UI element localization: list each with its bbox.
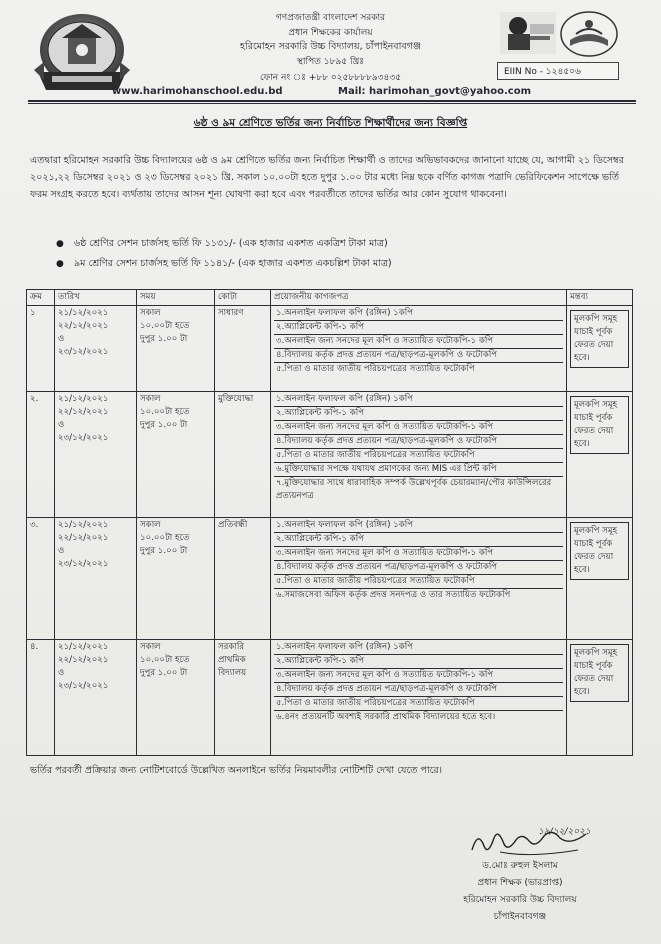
row-serial: ১ [27,306,55,392]
admission-schedule-table [26,289,633,756]
time-line: দুপুর ১.০০ টা [140,668,188,678]
row-time [137,640,215,756]
date-line: ও [58,420,65,430]
table-row [27,392,633,518]
header-school-name: হরিমোহন সরকারি উচ্চ বিদ্যালয়, চাঁপাইনবাবগঞ্জ [240,41,421,52]
fee-text: ৯ম শ্রেণির সেশন চার্জসহ ভর্তি ফি ১১৪১/- (এক হাজার একশত একচল্লিশ টাকা মাত্র) [74,258,392,269]
bullet-icon: ● [56,239,64,249]
col-header-documents: প্রয়োজনীয় কাগজপত্র [271,290,567,306]
footer-note: ভর্তির পরবর্তী প্রক্রিয়ার জন্য নোটিশবোর্ডে উল্লেখিত অনলাইনে ভর্তির নিয়মাবলীর নোটিশটি দেখা যেতে পারে। [30,765,443,776]
date-line: ২২/১২/২০২১ [58,321,109,331]
time-line: ১০.০০টা হতে [140,533,190,543]
time-line: সকাল [140,642,161,652]
row-remark [567,518,633,640]
signature-date: ১৯/১২/২০২১ [538,827,591,837]
remark-box [570,310,629,368]
document-item: ৫.পিতা ও মাতার জাতীয় পরিচয়পত্রের সত্যায়িত ফটোকপি [274,449,563,463]
remark-box [570,644,629,702]
col-header-date: তারিখ [55,290,137,306]
document-item: ১.অনলাইন ফলাফল কপি (রঙ্গিন) ১কপি [274,519,563,533]
fee-item [56,254,616,274]
date-line: ২১/১২/২০২১ [58,394,109,404]
time-line: সকাল [140,520,161,530]
remark-line: যাচাই পূর্বক [574,413,613,423]
document-item: ৬.সমাজসেবা অফিস কর্তৃক প্রদত্ত সনদপত্র ও তার সত্যায়িত ফটোকপি [276,590,511,600]
document-item: ২.অ্যাপ্লিকেন্ট কপি-১ কপি [274,321,563,335]
signatory-block [420,858,620,926]
col-header-time: সময় [137,290,215,306]
remark-line: ফেরত দেয়া [574,552,614,562]
document-item: ৫.পিতা ও মাতার জাতীয় পরিচয়পত্রের সত্যায়িত ফটোকপি [274,697,563,711]
document-item: ৫.পিতা ও মাতার জাতীয় পরিচয়পত্রের সত্যায়িত ফটোকপি [276,364,475,374]
time-line: ১০.০০টা হতে [140,407,190,417]
remark-line: ফেরত দেয়া [574,674,614,684]
notice-title: ৬ষ্ঠ ও ৯ম শ্রেণিতে ভর্তির জন্য নির্বাচিত শিক্ষার্থীদের জন্য বিজ্ঞপ্তি [193,117,468,129]
remark-line: হবে। [574,439,590,449]
date-line: ও [58,334,65,344]
row-remark [567,306,633,392]
row-quota: সরকারি প্রাথমিক বিদ্যালয় [215,640,271,756]
document-item: ২.অ্যাপ্লিকেন্ট কপি-১ কপি [274,655,563,669]
remark-line: মূলকপি সমূহ [574,648,618,658]
row-time [137,518,215,640]
remark-line: ফেরত দেয়া [574,426,614,436]
time-line: দুপুর ১.০০ টা [140,546,188,556]
remark-line: যাচাই পূর্বক [574,327,613,337]
date-line: ২২/১২/২০২১ [58,533,109,543]
row-dates [55,518,137,640]
document-item: ৬.মুক্তিযোদ্ধার সপক্ষে যথাযথ প্রমাণকের জন্য MIS এর প্রিন্ট কপি [274,463,563,477]
row-dates [55,640,137,756]
col-header-remark: মন্তব্য [567,290,633,306]
row-serial: ২. [27,392,55,518]
row-serial: ৩. [27,518,55,640]
date-line: ২১/১২/২০২১ [58,642,109,652]
table-row [27,640,633,756]
row-time [137,392,215,518]
time-line: সকাল [140,308,161,318]
row-dates [55,306,137,392]
document-item: ৬.৪নং প্রত্যয়নটি অবশ্যই সরকারি প্রাথমিক বিদ্যালয়ের হতে হবে। [276,712,496,722]
document-item: ৪.বিদ্যালয় কর্তৃক প্রদত্ত প্রত্যয়ন পত্র/ছাড়পত্র-মূলকপি ও ফটোকপি [274,561,563,575]
school-email: Mail: harimohan_govt@yahoo.com [338,86,532,97]
row-time [137,306,215,392]
time-line: দুপুর ১.০০ টা [140,334,188,344]
header-established: স্থাপিত ১৮৯৫ খ্রিঃ [296,57,365,67]
remark-line: হবে। [574,565,590,575]
row-quota: মুক্তিযোদ্ধা [215,392,271,518]
document-item: ১.অনলাইন ফলাফল কপি (রঙ্গিন) ১কপি [274,641,563,655]
col-header-serial: ক্রম [27,290,55,306]
row-documents [271,392,567,518]
row-documents [271,306,567,392]
date-line: ২৩/১২/২০২১ [58,433,109,443]
notice-paragraph: এতদ্বারা হরিমোহন সরকারি উচ্চ বিদ্যালয়ের ৬ষ্ঠ ও ৯ম শ্রেণিতে ভর্তির জন্য নির্বাচিত শিক্ষার্থী ও তাদের অভিভাবকদের জানানো যাচ্ছে যে, আগামী ২১ ডিসেম্বর ২০২১,২২ ডিসেম্বর ২০২১ ও ২৩ ডিসেম্বর ২০২১ খ্রি. সকাল ১০.০০টা হতে দুপুর ১.০০ টার মধ্যে নিম্ন ছকে বর্ণিত কাগজ পত্রাদি ভেরিফিকেশন সাপেক্ষে ভর্তি ফরম সংগ্রহ করতে হবে। ব্যর্থতায় তাদের আসন শূন্য ঘোষণা করা হবে এবং পরবর্তীতে তাদের ভর্তির আর কোন সুযোগ থাকবেনা। [30,155,624,200]
document-item: ১.অনলাইন ফলাফল কপি (রঙ্গিন) ১কপি [274,393,563,407]
remark-line: যাচাই পূর্বক [574,539,613,549]
date-line: ২৩/১২/২০২১ [58,347,109,357]
remark-line: মূলকপি সমূহ [574,314,618,324]
table-row [27,518,633,640]
remark-line: ফেরত দেয়া [574,340,614,350]
signatory-place: চাঁপাইনবাবগঞ্জ [493,912,547,922]
date-line: ২২/১২/২০২১ [58,407,109,417]
date-line: ২১/১২/২০২১ [58,308,109,318]
fee-item [56,234,616,254]
fee-list [56,234,616,274]
header-government: গণপ্রজাতন্ত্রী বাংলাদেশ সরকার [275,13,386,23]
col-header-quota: কোটা [215,290,271,306]
remark-line: হবে। [574,687,590,697]
eiin-number: EIIN No - ১২৪৫০৬ [497,62,619,80]
remark-line: মূলকপি সমূহ [574,400,618,410]
table-row [27,306,633,392]
date-line: ২৩/১২/২০২১ [58,559,109,569]
date-line: ২৩/১২/২০২১ [58,681,109,691]
document-item: ৩.অনলাইন জন্য সনদের মূল কপি ও সত্যায়িত ফটোকপি-১ কপি [274,421,563,435]
mujib-borsho-logo [500,12,556,54]
signatory-school: হরিমোহন সরকারি উচ্চ বিদ্যালয় [463,895,577,905]
document-item: ৪.বিদ্যালয় কর্তৃক প্রদত্ত প্রত্যয়ন পত্র/ছাড়পত্র-মূলকপি ও ফটোকপি [274,683,563,697]
document-item: ৭.মুক্তিযোদ্ধার সাথে ধারাবাহিক সম্পর্ক উল্লেখপূর্বক চেয়ারম্যান/পৌর কাউন্সিলরের প্রত্যয়নপত্র [276,478,552,501]
document-item: ৫.পিতা ও মাতার জাতীয় পরিচয়পত্রের সত্যায়িত ফটোকপি [274,575,563,589]
header-office: প্রধান শিক্ষকের কার্যালয় [288,28,373,38]
document-item: ২.অ্যাপ্লিকেন্ট কপি-১ কপি [274,407,563,421]
document-item: ৪.বিদ্যালয় কর্তৃক প্রদত্ত প্রত্যয়ন পত্র/ছাড়পত্র-মূলকপি ও ফটোকপি [274,435,563,449]
time-line: ১০.০০টা হতে [140,321,190,331]
time-line: ১০.০০টা হতে [140,655,190,665]
signatory-name: ড.মোঃ রুহুল ইসলাম [482,861,558,871]
document-item: ৩.অনলাইন জন্য সনদের মূল কপি ও সত্যায়িত ফটোকপি-১ কপি [274,547,563,561]
header-divider [28,100,636,102]
fee-text: ৬ষ্ঠ শ্রেণির সেশন চার্জসহ ভর্তি ফি ১১৩১/- (এক হাজার একশত একত্রিশ টাকা মাত্র) [74,238,388,249]
document-item: ৩.অনলাইন জন্য সনদের মূল কপি ও সত্যায়িত ফটোকপি-১ কপি [274,335,563,349]
book-emblem-logo [558,10,620,58]
time-line: সকাল [140,394,161,404]
row-dates [55,392,137,518]
row-remark [567,640,633,756]
bullet-icon: ● [56,259,64,269]
date-line: ২২/১২/২০২১ [58,655,109,665]
remark-line: যাচাই পূর্বক [574,661,613,671]
table-header-row [27,290,633,306]
remark-line: হবে। [574,353,590,363]
date-line: ও [58,668,65,678]
document-item: ২.অ্যাপ্লিকেন্ট কপি-১ কপি [274,533,563,547]
signatory-designation: প্রধান শিক্ষক (ভারপ্রাপ্ত) [477,878,563,888]
document-item: ৪.বিদ্যালয় কর্তৃক প্রদত্ত প্রত্যয়ন পত্র/ছাড়পত্র-মূলকপি ও ফটোকপি [274,349,563,363]
row-serial: ৪. [27,640,55,756]
document-item: ১.অনলাইন ফলাফল কপি (রঙ্গিন) ১কপি [274,307,563,321]
remark-line: মূলকপি সমূহ [574,526,618,536]
row-documents [271,640,567,756]
remark-box [570,522,629,580]
row-quota: প্রতিবন্ধী [215,518,271,640]
remark-box [570,396,629,454]
header-divider-thin [28,103,636,104]
document-item: ৩.অনলাইন জন্য সনদের মূল কপি ও সত্যায়িত ফটোকপি-১ কপি [274,669,563,683]
time-line: দুপুর ১.০০ টা [140,420,188,430]
row-documents [271,518,567,640]
row-remark [567,392,633,518]
school-website: www.harimohanschool.edu.bd [112,86,283,97]
date-line: ও [58,546,65,556]
header-phone: ফোন নং ঃ +৮৮ ০২৫৮৮৮৮৯৩৪৩৫ [259,73,402,83]
row-quota: সাধারণ [215,306,271,392]
date-line: ২১/১২/২০২১ [58,520,109,530]
